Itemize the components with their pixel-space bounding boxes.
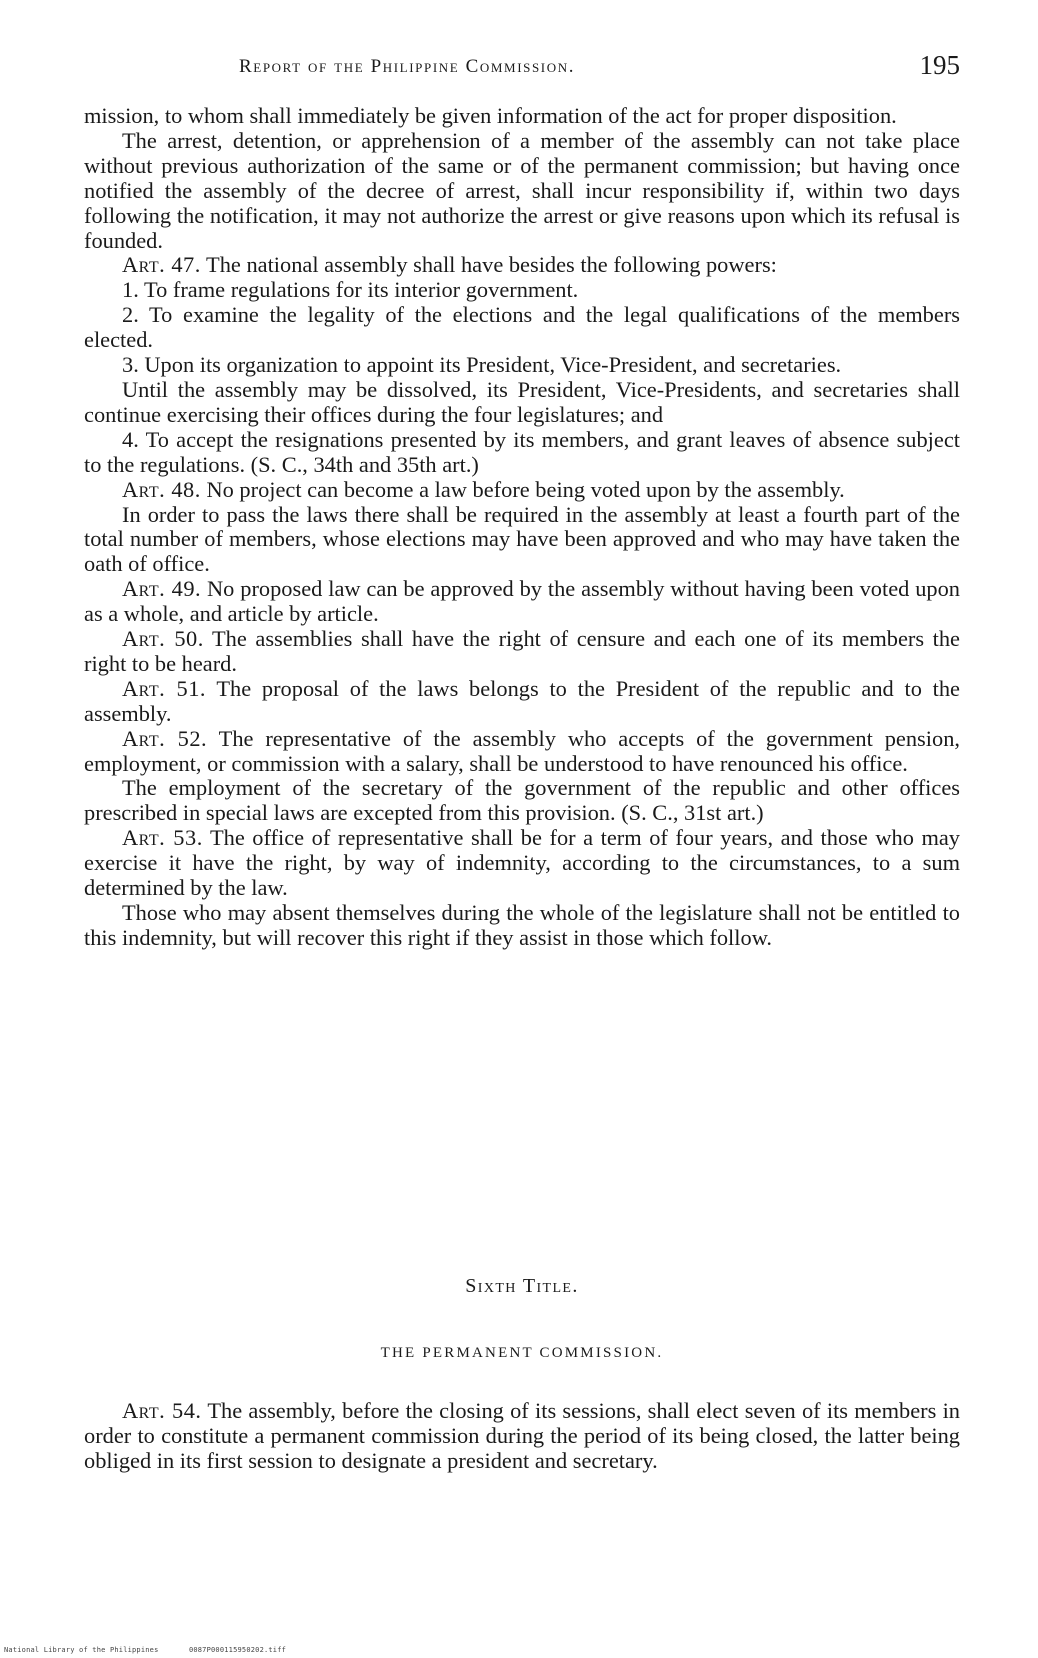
paragraph-art-51: Art. 51. The proposal of the laws belongs to the President of the republic and to the assembly. bbox=[84, 675, 960, 726]
article-number: Art. 51. bbox=[122, 675, 206, 701]
paragraph-9: In order to pass the laws there shall be required in the assembly at least a fourth part of the total number of members, whose elections may have been approved and who may have taken the oath of office. bbox=[84, 501, 960, 577]
paragraph-art-50: Art. 50. The assemblies shall have the right of censure and each one of its members the right to be heard. bbox=[84, 626, 960, 676]
article-number: Art. 49. bbox=[122, 576, 202, 602]
running-head bbox=[84, 50, 960, 86]
paragraph-7: 4. To accept the resignations presented by its members, and grant leaves of absence subject to the regulations. (S. C., 34th and 35th art.) bbox=[84, 426, 960, 477]
paragraph-5: 3. Upon its organization to appoint its President, Vice-President, and secretaries. bbox=[122, 352, 842, 378]
paragraph-art-52: Art. 52. The representative of the assembly who accepts of the government pension, employment, or commission with a salary, shall be understood to have renounced his office. bbox=[84, 725, 960, 776]
article-number: Art. 52. bbox=[122, 725, 208, 751]
paragraph-1: The arrest, detention, or apprehension of a member of the assembly can not take place without previous authorization of the same or of the permanent commission; but having once notified the assembly of the decree of arrest, shall incur responsibility if, within two days following the notification, it may not authorize the arrest or give reasons upon which its refusal is founded. bbox=[84, 127, 960, 253]
footer-file: 0087P000115950202.tiff bbox=[188, 1646, 287, 1654]
article-number: Art. 50. bbox=[122, 626, 204, 652]
article-number: Art. 53. bbox=[122, 825, 203, 851]
article-number: Art. 48. bbox=[122, 476, 201, 502]
body-text bbox=[84, 104, 960, 951]
paragraph-14: The employment of the secretary of the government of the republic and other offices prescribed in special laws are excepted from this provision. (S. C., 31st art.) bbox=[84, 775, 960, 826]
paragraph-art-54: Art. 54. The assembly, before the closing of its sessions, shall elect seven of its members in order to constitute a permanent commission during the period of its being closed, the latter being obliged in its first session to designate a president and secretary. bbox=[84, 1398, 960, 1473]
paragraph-16: Those who may absent themselves during the whole of the legislature shall not be entitled to this indemnity, but will recover this right if they assist in those which follow. bbox=[84, 900, 960, 950]
paragraph-6: Until the assembly may be dissolved, its President, Vice-Presidents, and secretaries shall continue exercising their offices during the four legislatures; and bbox=[84, 376, 960, 427]
page-number: 195 bbox=[919, 50, 960, 80]
paragraph-4: 2. To examine the legality of the elections and the legal qualifications of the members elected. bbox=[84, 302, 960, 353]
section-subtitle: THE PERMANENT COMMISSION. bbox=[380, 1345, 664, 1361]
running-title: Report of the Philippine Commission. bbox=[239, 56, 576, 77]
article-number: Art. 47. bbox=[122, 252, 201, 278]
paragraph-3: 1. To frame regulations for its interior government. bbox=[122, 277, 579, 303]
section-body-text bbox=[84, 1398, 960, 1473]
paragraph-art-53: Art. 53. The office of representative shall be for a term of four years, and those who may exercise it have the right, by way of indemnity, according to the circumstances, to a sum determined by the law. bbox=[84, 825, 960, 901]
paragraph-art-47: Art. 47. The national assembly shall have besides the following powers: bbox=[122, 252, 777, 278]
paragraph-0: mission, to whom shall immediately be given information of the act for proper disposition. bbox=[84, 103, 897, 128]
paragraph-art-48: Art. 48. No project can become a law before being voted upon by the assembly. bbox=[122, 476, 845, 502]
paragraph-art-49: Art. 49. No proposed law can be approved by the assembly without having been voted upon as a whole, and article by article. bbox=[84, 576, 960, 627]
section-title: Sixth Title. bbox=[465, 1275, 579, 1297]
article-number: Art. 54. bbox=[122, 1398, 202, 1423]
footer-library: National Library of the Philippines bbox=[4, 1646, 159, 1654]
scan-footer bbox=[4, 1646, 312, 1654]
